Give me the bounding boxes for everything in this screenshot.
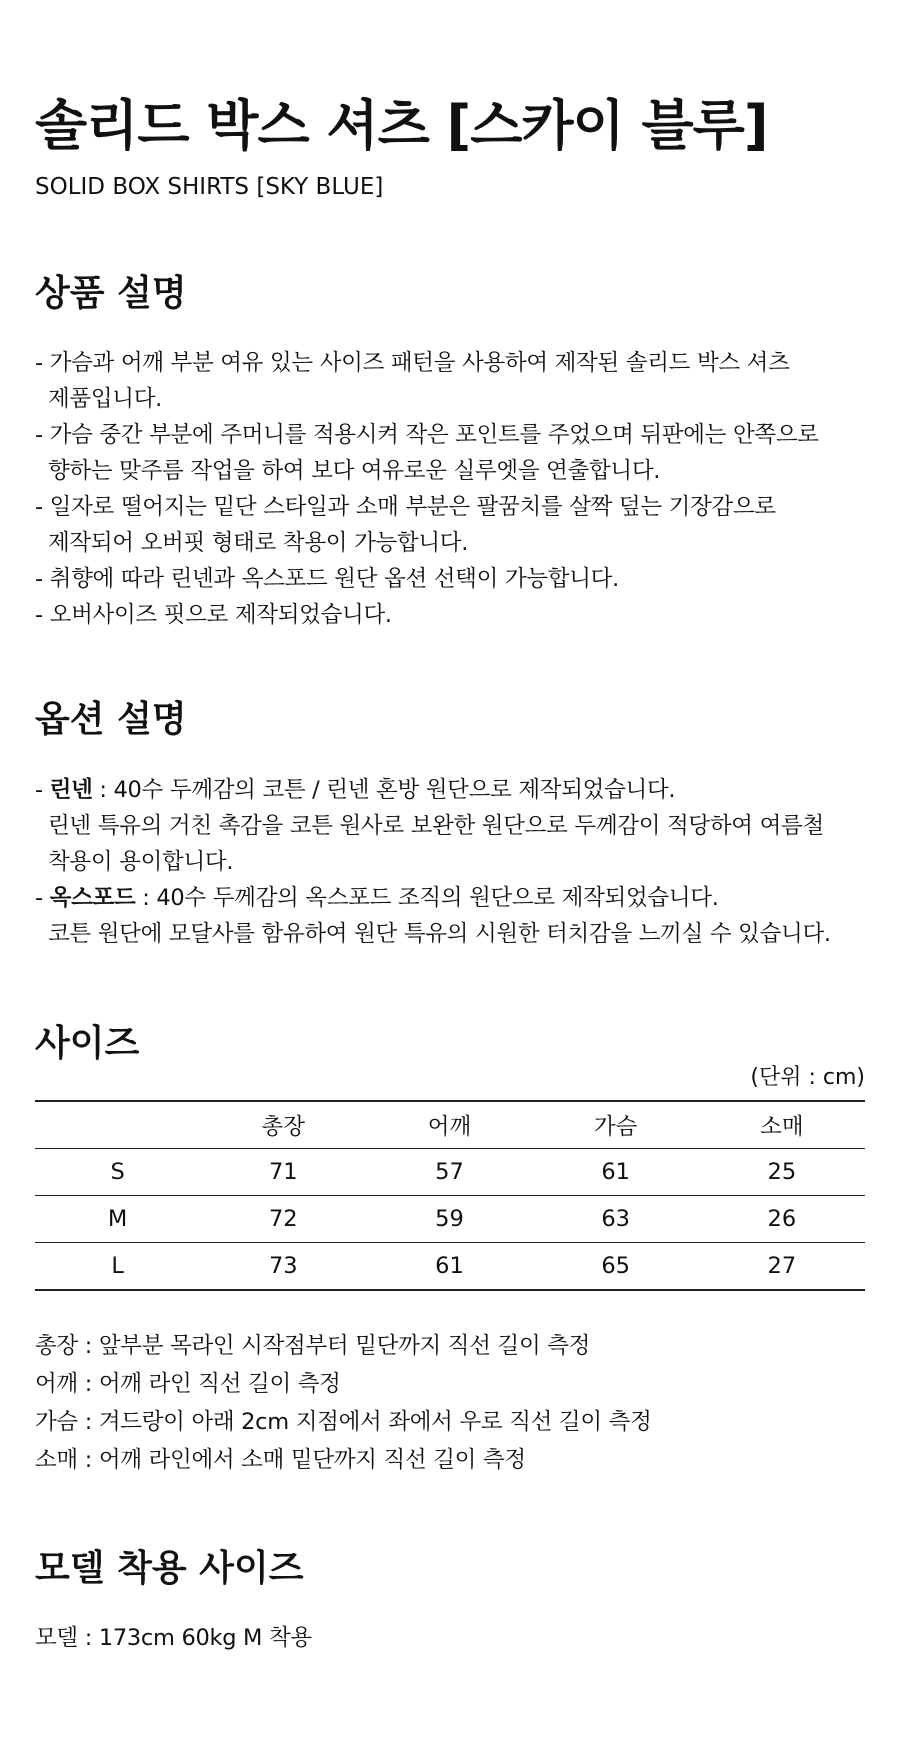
description-line: 제작되어 오버핏 형태로 착용이 가능합니다. — [48, 530, 469, 556]
oxford-option-text: : 40수 두께감의 옥스포드 조직의 원단으로 제작되었습니다. — [135, 885, 719, 911]
size-value-cell: 65 — [601, 1253, 630, 1279]
size-label-cell: M — [35, 1196, 200, 1243]
model-info — [35, 1620, 312, 1656]
product-subtitle: SOLID BOX SHIRTS [SKY BLUE] — [35, 174, 384, 200]
option-description-list — [35, 772, 831, 952]
linen-option-detail: 린넨 특유의 거친 촉감을 코튼 원사로 보완한 원단으로 두께감이 적당하여 여름철 — [48, 813, 824, 839]
description-line: - 가슴 중간 부분에 주머니를 적용시켜 작은 포인트를 주었으며 뒤판에는 안쪽으로 — [35, 422, 819, 448]
size-label-cell: L — [111, 1253, 124, 1279]
linen-option-detail: 착용이 용이합니다. — [48, 849, 234, 875]
size-value-cell: 57 — [366, 1149, 532, 1196]
measurement-note: 총장 : 앞부분 목라인 시작점부터 밑단까지 직선 길이 측정 — [35, 1333, 591, 1359]
description-line: 향하는 맞주름 작업을 하여 보다 여유로운 실루엣을 연출합니다. — [48, 458, 661, 484]
product-title: 솔리드 박스 셔츠 [스카이 블루] — [35, 94, 768, 157]
model-size-heading: 모델 착용 사이즈 — [35, 1548, 304, 1589]
product-description-list — [35, 345, 819, 633]
size-value-cell: 25 — [699, 1149, 865, 1196]
measurement-note: 어깨 : 어깨 라인 직선 길이 측정 — [35, 1371, 341, 1397]
table-row — [35, 1243, 865, 1291]
size-table — [35, 1100, 865, 1291]
measurement-note: 소매 : 어깨 라인에서 소매 밑단까지 직선 길이 측정 — [35, 1447, 526, 1473]
size-unit-label: (단위 : cm) — [750, 1065, 865, 1090]
oxford-option-name: 옥스포드 — [49, 885, 136, 911]
description-line: - 일자로 떨어지는 밑단 스타일과 소매 부분은 팔꿈치를 살짝 덮는 기장감으로 — [35, 494, 776, 520]
size-value-cell: 61 — [533, 1149, 699, 1196]
size-label-cell: S — [35, 1149, 200, 1196]
oxford-option-detail: 코튼 원단에 모달사를 함유하여 원단 특유의 시원한 터치감을 느끼실 수 있습니다. — [48, 921, 831, 947]
model-info-line: 모델 : 173cm 60kg M 착용 — [35, 1625, 312, 1651]
size-table-header-cell: 어깨 — [366, 1101, 532, 1149]
oxford-option-line — [35, 880, 831, 916]
size-table-header-cell — [35, 1101, 200, 1149]
size-value-cell: 73 — [268, 1253, 298, 1279]
description-line: - 취향에 따라 린넨과 옥스포드 원단 옵션 선택이 가능합니다. — [35, 566, 619, 592]
size-value-cell: 27 — [767, 1253, 797, 1279]
table-row — [35, 1149, 865, 1196]
size-value-cell: 26 — [699, 1196, 865, 1243]
size-table-header-row — [35, 1101, 865, 1149]
table-row — [35, 1196, 865, 1243]
size-value-cell: 72 — [200, 1196, 366, 1243]
size-value-cell: 59 — [366, 1196, 532, 1243]
linen-option-name: 린넨 — [49, 777, 93, 803]
size-table-header-cell: 총장 — [200, 1101, 366, 1149]
linen-option-text: : 40수 두께감의 코튼 / 린넨 혼방 원단으로 제작되었습니다. — [92, 777, 676, 803]
option-description-heading: 옵션 설명 — [35, 699, 187, 740]
measurement-notes — [35, 1327, 652, 1479]
linen-prefix: - — [35, 777, 50, 803]
description-line: 제품입니다. — [48, 386, 163, 412]
description-line: - 오버사이즈 핏으로 제작되었습니다. — [35, 602, 392, 628]
size-table-header-cell: 가슴 — [533, 1101, 699, 1149]
measurement-note: 가슴 : 겨드랑이 아래 2cm 지점에서 좌에서 우로 직선 길이 측정 — [35, 1409, 652, 1435]
size-value-cell: 61 — [435, 1253, 464, 1279]
size-value-cell: 63 — [533, 1196, 699, 1243]
size-value-cell: 71 — [200, 1149, 366, 1196]
size-table-header-cell: 소매 — [699, 1101, 865, 1149]
product-description-heading: 상품 설명 — [35, 273, 187, 314]
description-line: - 가슴과 어깨 부분 여유 있는 사이즈 패턴을 사용하여 제작된 솔리드 박스 셔츠 — [35, 350, 790, 376]
size-heading: 사이즈 — [35, 1023, 140, 1064]
oxford-prefix: - — [35, 885, 50, 911]
linen-option-line — [35, 772, 831, 808]
